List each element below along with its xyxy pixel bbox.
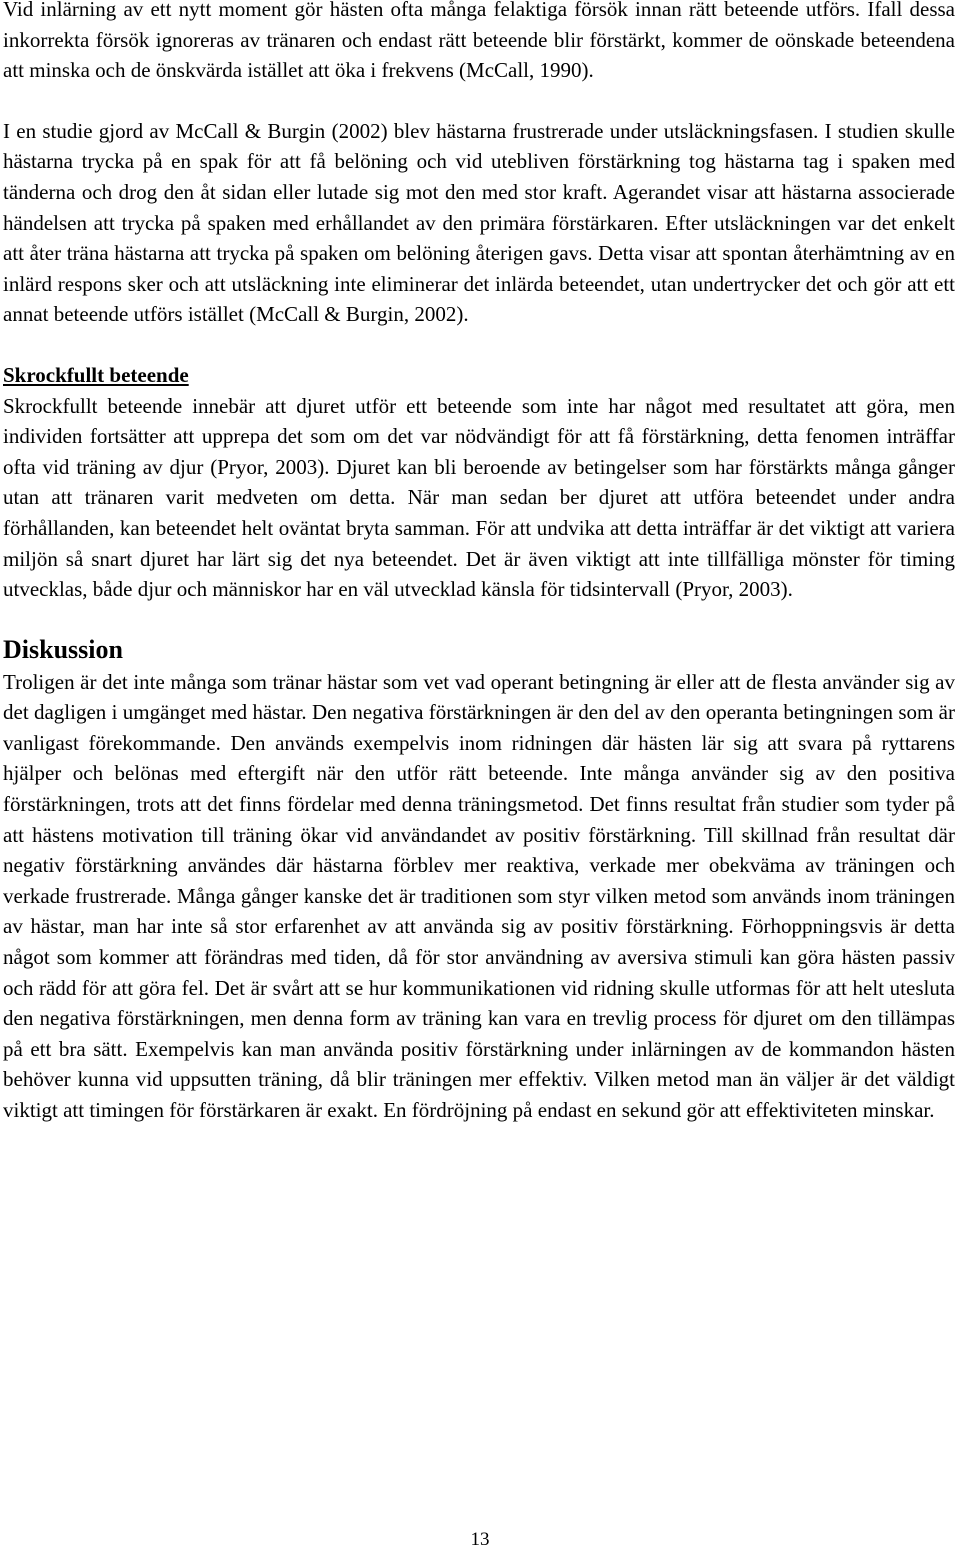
body-paragraph: Vid inlärning av ett nytt moment gör hästen ofta många felaktiga försök innan rätt beteende utförs. Ifall dessa inkorrekta försök ignoreras av tränaren och endast rätt beteende blir förstärkt, kommer de oönskade beteendena att minska och de önskvärda istället att öka i frekvens (McCall, 1990).: [3, 0, 955, 83]
chapter-heading: Diskussion: [3, 634, 123, 664]
section-heading: Skrockfullt beteende: [3, 362, 189, 387]
body-paragraph: Troligen är det inte många som tränar hästar som vet vad operant betingning är eller att de flesta använder sig av det dagligen i umgänget med hästar. Den negativa förstärkningen är den del av den operanta betingningen som är vanligast förekommande. Den används exempelvis inom ridningen där hästen lär sig att svara på ryttarens hjälper och belönas med eftergift när den utför rätt beteende. Inte många använder sig av den positiva förstärkningen, trots att det finns fördelar med denna träningsmetod. Det finns resultat från studier som tyder på att hästens motivation till träning ökar vid användandet av positiv förstärkning. Till skillnad från resultat där negativ förstärkning användes där hästarna förblev mer reaktiva, verkade mer obekväma av träningen och verkade frustrerade. Många gånger kanske det är traditionen som styr vilken metod som används inom träningen av hästar, man har inte så stor erfarenhet av att använda sig av positiv förstärkning. Förhoppningsvis är detta något som kommer att förändras med tiden, då för stor användning av aversiva stimuli kan göra hästen passiv och rädd för att göra fel. Det är svårt att se hur kommunikationen vid ridning skulle utformas för att helt utesluta den negativa förstärkningen, men denna form av träning kan vara en trevlig process för djuret om den tillämpas på ett bra sätt. Exempelvis kan man använda positiv förstärkning under inlärningen av de kommandon hästen behöver kunna vid uppsutten träning, då blir träningen mer effektiv. Vilken metod man än väljer är det väldigt viktigt att timingen för förstärkaren är exakt. En fördröjning på endast en sekund gör att effektiviteten minskar.: [3, 669, 955, 1122]
body-paragraph: I en studie gjord av McCall & Burgin (2002) blev hästarna frustrerade under utsläckningsfasen. I studien skulle hästarna trycka på en spak för att få belöning och vid utebliven förstärkning tog hästarna tag i spaken med tänderna och drog den åt sidan eller lutade sig mot den med stor kraft. Agerandet visar att hästarna associerade händelsen att trycka på spaken med erhållandet av den primära förstärkaren. Efter utsläckningen var det enkelt att åter träna hästarna att trycka på spaken om belöning återigen gavs. Detta visar att spontan återhämtning av en inlärd respons sker och att utsläckning inte eliminerar det inlärda beteendet, utan undertrycker det och gör att ett annat beteende utförs istället (McCall & Burgin, 2002).: [3, 118, 955, 327]
document-page: [3, 0, 955, 1126]
page-number: 13: [470, 1529, 490, 1550]
body-paragraph: Skrockfullt beteende innebär att djuret utför ett beteende som inte har något med resultatet att göra, men individen fortsätter att upprepa det som om det var nödvändigt för att få förstärkning, detta fenomen inträffar ofta vid träning av djur (Pryor, 2003). Djuret kan bli beroende av betingelser som har förstärkts många gånger utan att tränaren varit medveten om detta. När man sedan ber djuret att utföra beteendet under andra förhållanden, kan beteendet helt oväntat bryta samman. För att undvika att detta inträffar är det viktigt att variera miljön så snart djuret har lärt sig det nya beteendet. Det är även viktigt att inte tillfälliga mönster för timing utvecklas, både djur och människor har en väl utvecklad känsla för tidsintervall (Pryor, 2003).: [3, 393, 955, 602]
